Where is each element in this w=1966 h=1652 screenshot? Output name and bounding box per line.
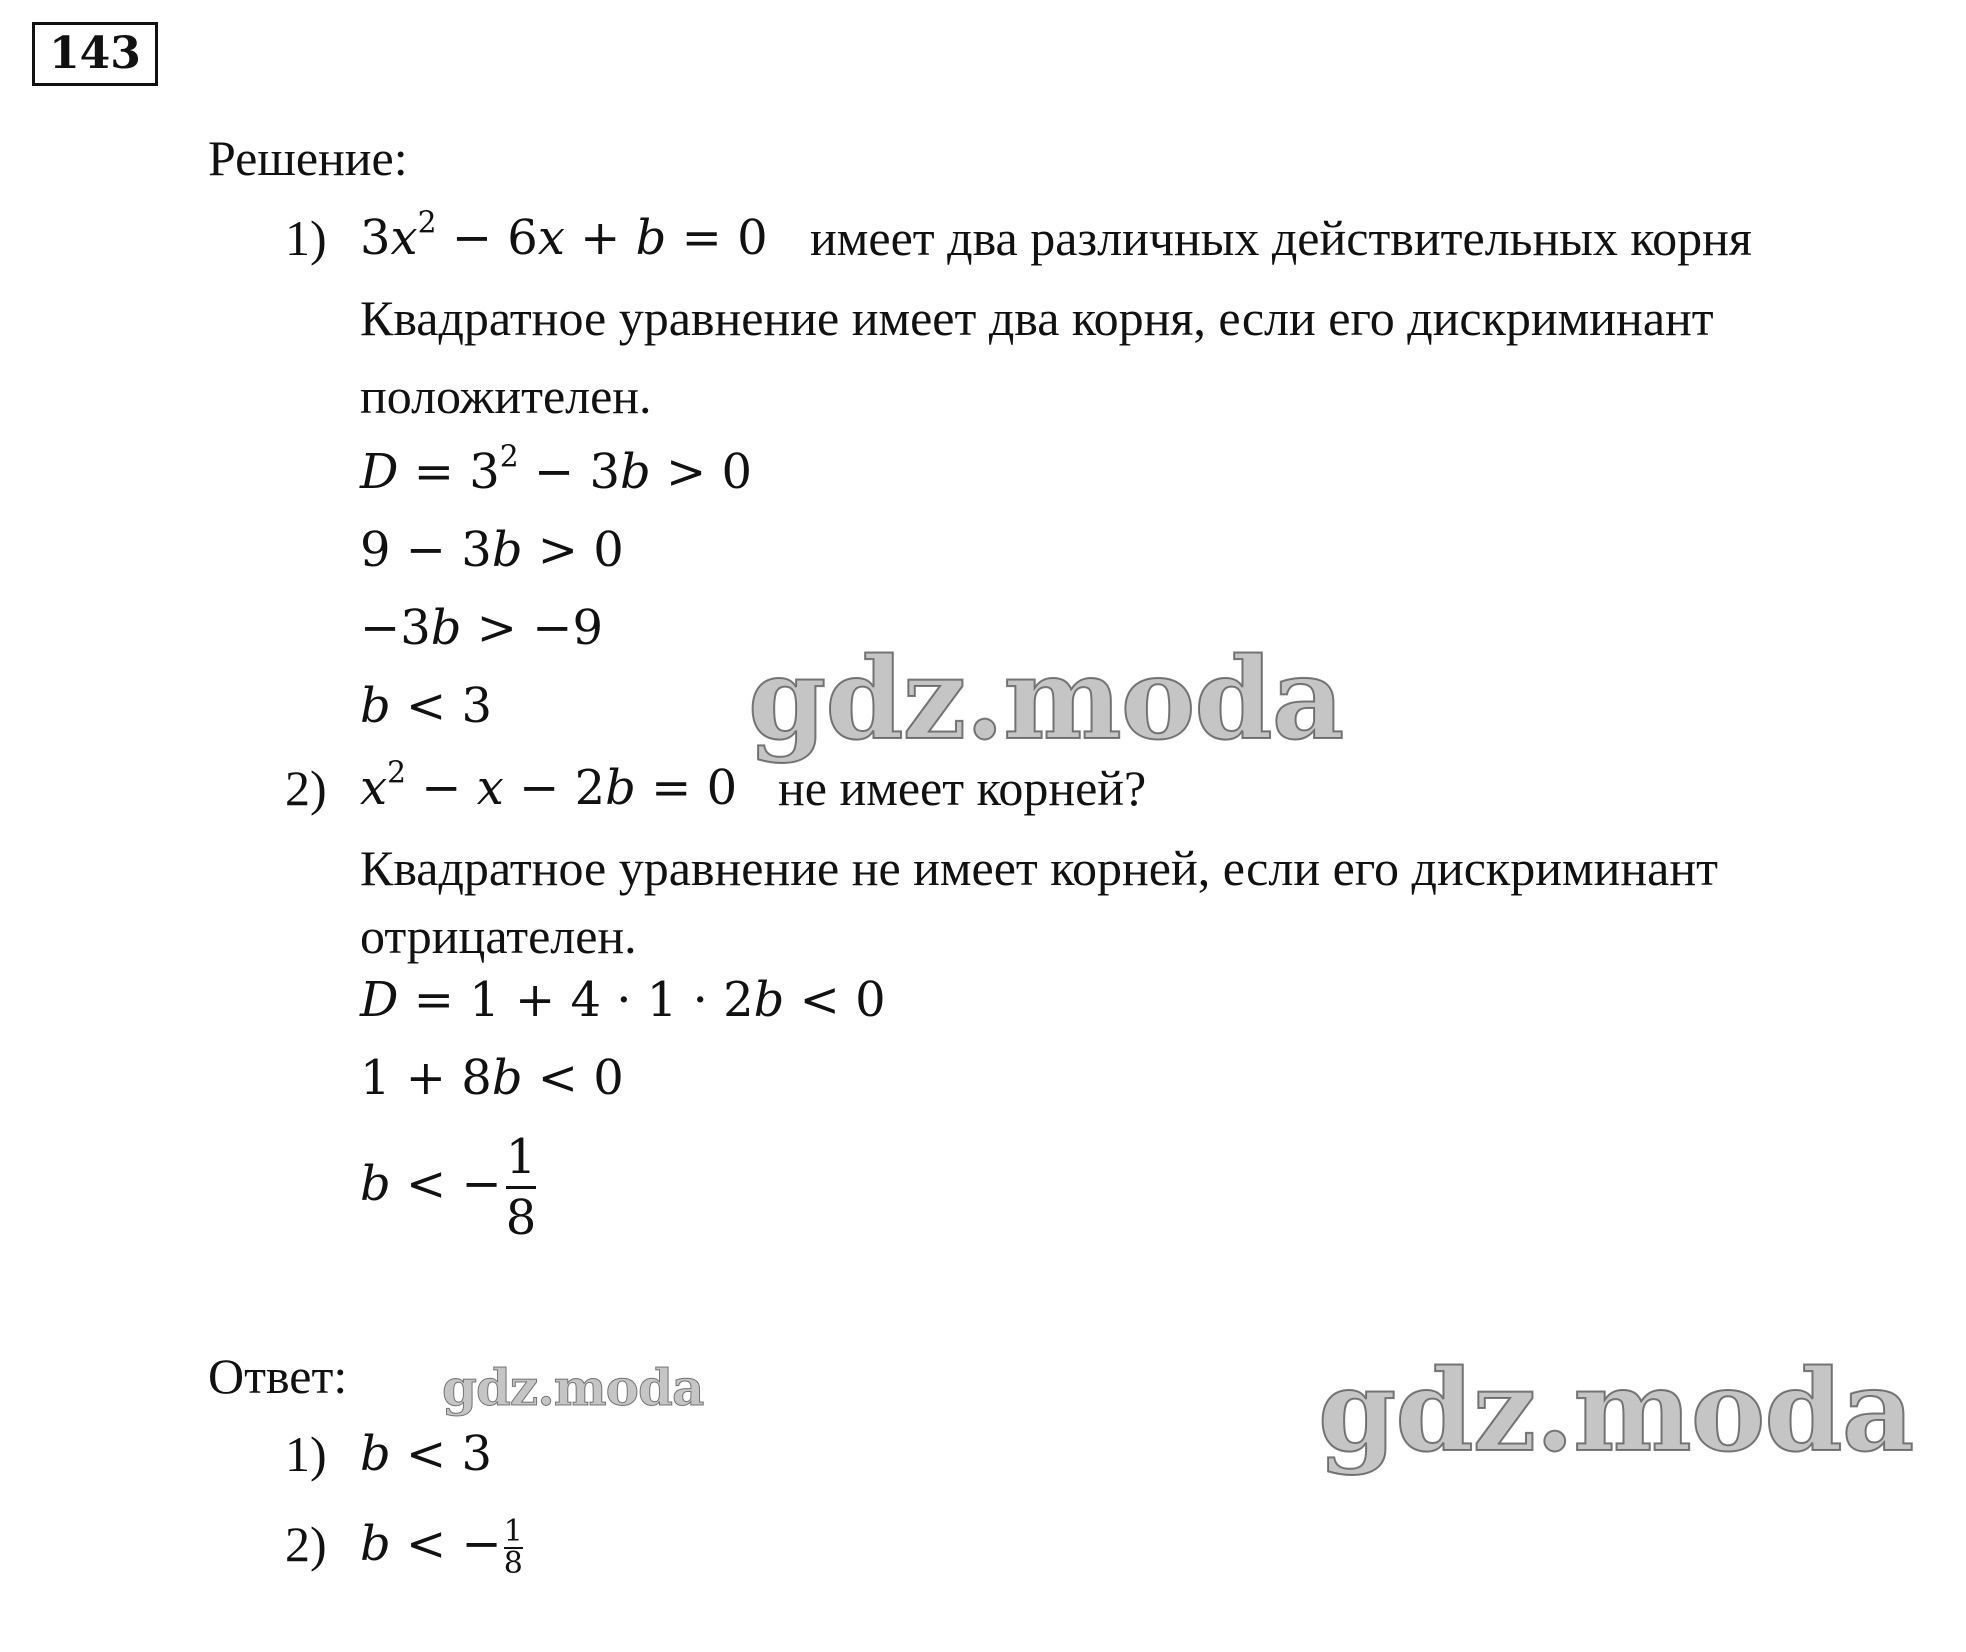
part2-condition: не имеет корней? bbox=[778, 760, 1147, 816]
answer1-number: 1) bbox=[285, 1426, 327, 1482]
part2-number: 2) bbox=[285, 760, 327, 816]
watermark-small: gdz.moda bbox=[442, 1358, 704, 1417]
part2-explanation-line2: отрицателен. bbox=[360, 908, 637, 964]
answer-fraction-one-eighth: $\frac{1}{8}$ bbox=[503, 1513, 523, 1581]
part2-step-result: b < − $\frac{1}{8}$ bbox=[360, 1129, 537, 1246]
part1-explanation-line2: положителен. bbox=[360, 368, 652, 424]
part1-equation: $3x^2 - 6x + b = 0$ bbox=[360, 205, 768, 266]
watermark-large-bottom: gdz.moda bbox=[1318, 1346, 1914, 1477]
answer1-value: b < 3 bbox=[360, 1426, 493, 1482]
part1-step-2: 9 − 3b > 0 bbox=[360, 522, 624, 578]
part2-step-2: 1 + 8b < 0 bbox=[360, 1050, 624, 1106]
fraction-one-eighth: $\frac{1}{8}$ bbox=[505, 1129, 537, 1246]
part2-equation: $x^2 - x - 2b = 0$ bbox=[360, 755, 738, 816]
watermark-large: gdz.moda bbox=[748, 634, 1344, 765]
part1-explanation-line1: Квадратное уравнение имеет два корня, если его дискриминант bbox=[360, 290, 1714, 346]
answer2-value: b < − $\frac{1}{8}$ bbox=[360, 1513, 523, 1581]
part1-step-result: b < 3 bbox=[360, 678, 493, 734]
part1-step-3: −3b > −9 bbox=[360, 600, 603, 656]
part2-explanation-line1: Квадратное уравнение не имеет корней, если его дискриминант bbox=[360, 840, 1718, 896]
answer-label: Ответ: bbox=[208, 1348, 348, 1404]
part1-step-discriminant: $D = 3^2 - 3b > 0$ bbox=[360, 439, 752, 500]
answer2-number: 2) bbox=[285, 1516, 327, 1572]
part2-step-discriminant: D = 1 + 4 · 1 · 2b < 0 bbox=[360, 972, 886, 1028]
part1-condition: имеет два различных действительных корня bbox=[810, 210, 1752, 266]
solution-label: Решение: bbox=[208, 130, 408, 186]
part1-number: 1) bbox=[285, 210, 327, 266]
task-number: 143 bbox=[32, 22, 158, 86]
